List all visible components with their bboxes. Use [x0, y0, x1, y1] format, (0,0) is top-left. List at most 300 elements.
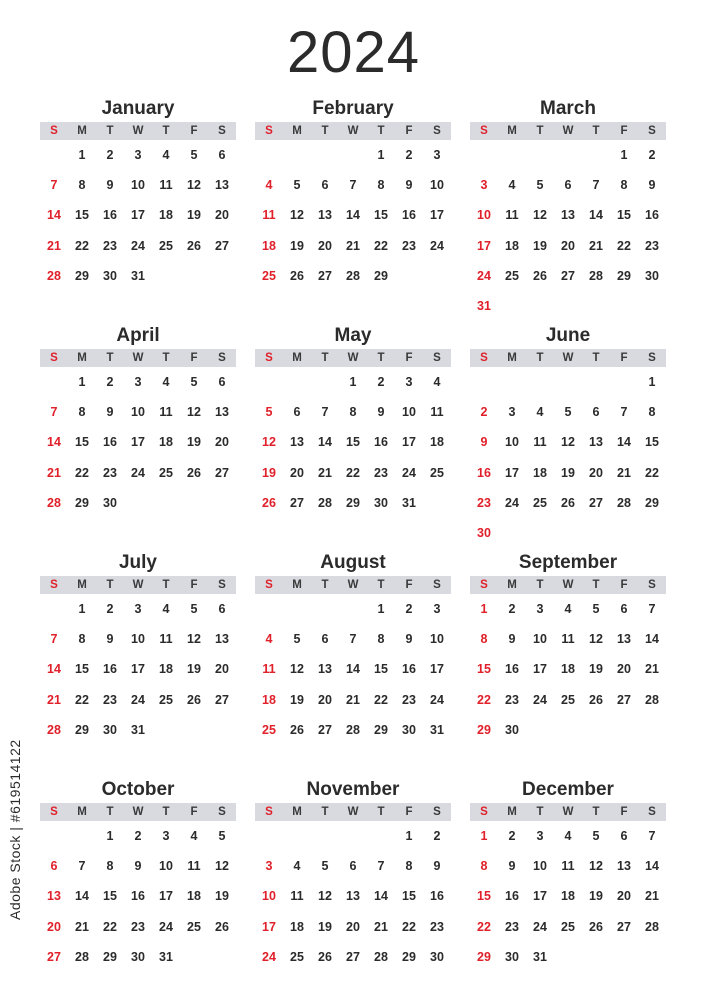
day-cell: 4 — [508, 178, 516, 193]
day-cell: 5 — [190, 375, 198, 389]
day-cell: 23 — [103, 692, 117, 707]
month-may — [255, 323, 451, 523]
day-cell-sunday: 18 — [262, 692, 276, 707]
day-cell: 28 — [645, 692, 659, 707]
empty-cell — [554, 145, 582, 175]
day-cell: 29 — [617, 268, 631, 283]
weekday-label: S — [648, 579, 656, 591]
day-cell: 7 — [349, 178, 357, 193]
day-cell: 16 — [430, 889, 444, 904]
weekday-header — [40, 122, 236, 140]
empty-cell — [339, 145, 367, 175]
day-cell: 15 — [75, 662, 89, 677]
day-cell: 27 — [215, 465, 229, 480]
weekday-label: S — [218, 125, 226, 137]
day-cell: 16 — [402, 208, 416, 223]
day-grid — [40, 826, 236, 977]
day-cell: 16 — [103, 435, 117, 450]
day-cell: 26 — [290, 722, 304, 737]
day-cell: 26 — [318, 949, 332, 964]
weekday-label: S — [265, 125, 273, 137]
day-cell: 13 — [215, 405, 229, 420]
day-cell: 10 — [533, 632, 547, 647]
day-cell: 12 — [187, 632, 201, 647]
weekday-label: T — [106, 579, 114, 591]
day-cell: 13 — [346, 889, 360, 904]
empty-cell — [283, 599, 311, 629]
weekday-label: T — [106, 125, 114, 137]
weekday-label: T — [377, 352, 385, 364]
day-cell: 10 — [402, 405, 416, 420]
day-cell-sunday: 14 — [47, 435, 61, 450]
day-cell: 3 — [134, 602, 142, 616]
day-cell-sunday: 30 — [477, 525, 491, 540]
day-cell: 13 — [561, 208, 575, 223]
day-cell: 14 — [346, 208, 360, 223]
weekday-label: S — [480, 579, 488, 591]
day-cell: 18 — [561, 889, 575, 904]
day-cell: 6 — [321, 178, 329, 193]
day-cell: 17 — [131, 208, 145, 223]
day-cell-sunday: 23 — [477, 495, 491, 510]
day-cell: 27 — [346, 949, 360, 964]
month-name: September — [518, 552, 618, 573]
day-cell: 3 — [405, 375, 413, 389]
day-cell-sunday: 18 — [262, 238, 276, 253]
day-cell: 1 — [620, 148, 628, 162]
day-cell: 3 — [508, 405, 516, 420]
day-cell: 2 — [433, 829, 441, 843]
day-cell: 16 — [131, 889, 145, 904]
day-cell-sunday: 14 — [47, 662, 61, 677]
day-cell: 20 — [617, 662, 631, 677]
day-cell: 3 — [536, 829, 544, 843]
weekday-header — [40, 803, 236, 821]
weekday-label: S — [480, 352, 488, 364]
empty-cell — [339, 599, 367, 629]
day-cell: 19 — [589, 662, 603, 677]
empty-cell — [470, 372, 498, 402]
month-name: March — [540, 98, 596, 119]
day-cell: 3 — [162, 829, 170, 843]
month-name: May — [334, 325, 372, 346]
day-cell: 23 — [374, 465, 388, 480]
month-name: January — [101, 98, 175, 119]
weekday-header — [470, 576, 666, 594]
day-grid — [255, 599, 451, 750]
weekday-label: T — [162, 352, 170, 364]
day-cell: 17 — [159, 889, 173, 904]
empty-cell — [470, 145, 498, 175]
day-cell: 9 — [106, 405, 114, 420]
day-cell: 15 — [402, 889, 416, 904]
day-cell: 26 — [561, 495, 575, 510]
day-cell: 20 — [215, 208, 229, 223]
day-cell: 12 — [290, 208, 304, 223]
empty-cell — [311, 145, 339, 175]
day-cell: 9 — [106, 178, 114, 193]
day-cell: 24 — [533, 919, 547, 934]
month-name: February — [312, 98, 394, 119]
weekday-label: W — [132, 125, 144, 137]
day-cell: 8 — [377, 178, 385, 193]
day-cell: 12 — [290, 662, 304, 677]
day-cell: 23 — [645, 238, 659, 253]
day-cell: 26 — [187, 238, 201, 253]
day-cell: 24 — [131, 692, 145, 707]
day-cell: 2 — [106, 148, 114, 162]
day-grid — [470, 372, 666, 553]
day-cell: 4 — [564, 602, 572, 616]
day-cell: 21 — [617, 465, 631, 480]
day-cell: 17 — [430, 662, 444, 677]
month-january — [40, 96, 236, 296]
day-cell: 25 — [187, 919, 201, 934]
day-cell: 22 — [346, 465, 360, 480]
day-cell-sunday: 28 — [47, 495, 61, 510]
day-cell: 24 — [533, 692, 547, 707]
weekday-label: S — [265, 352, 273, 364]
weekday-label: F — [405, 806, 413, 818]
weekday-label: F — [405, 579, 413, 591]
day-cell: 25 — [159, 238, 173, 253]
day-cell-sunday: 21 — [47, 238, 61, 253]
weekday-label: F — [620, 352, 628, 364]
day-cell: 23 — [430, 919, 444, 934]
day-cell: 7 — [321, 405, 329, 420]
day-cell: 16 — [645, 208, 659, 223]
day-cell: 30 — [505, 722, 519, 737]
weekday-label: T — [321, 352, 329, 364]
day-cell: 29 — [374, 722, 388, 737]
weekday-label: F — [620, 806, 628, 818]
stock-watermark: Adobe Stock | #619514122 — [7, 739, 23, 920]
day-cell-sunday: 7 — [50, 178, 58, 193]
day-cell: 2 — [405, 148, 413, 162]
weekday-header — [470, 803, 666, 821]
weekday-label: F — [190, 125, 198, 137]
weekday-label: T — [536, 125, 544, 137]
empty-cell — [68, 826, 96, 856]
day-cell: 28 — [617, 495, 631, 510]
weekday-label: T — [592, 806, 600, 818]
day-cell: 17 — [430, 208, 444, 223]
day-cell: 24 — [131, 465, 145, 480]
day-cell-sunday: 11 — [262, 662, 276, 677]
day-cell-sunday: 9 — [480, 435, 488, 450]
day-cell: 15 — [75, 208, 89, 223]
day-cell: 5 — [536, 178, 544, 193]
weekday-label: T — [592, 579, 600, 591]
empty-cell — [311, 826, 339, 856]
day-cell: 6 — [620, 829, 628, 843]
empty-cell — [255, 145, 283, 175]
day-cell: 4 — [433, 375, 441, 389]
day-cell: 20 — [589, 465, 603, 480]
weekday-label: F — [190, 806, 198, 818]
day-cell: 13 — [617, 632, 631, 647]
weekday-header — [255, 576, 451, 594]
day-cell: 14 — [374, 889, 388, 904]
day-cell: 29 — [75, 722, 89, 737]
day-cell: 22 — [645, 465, 659, 480]
day-cell: 13 — [215, 632, 229, 647]
day-cell: 21 — [346, 692, 360, 707]
day-cell: 8 — [78, 632, 86, 647]
month-name: November — [306, 779, 400, 800]
month-name: April — [116, 325, 160, 346]
day-cell-sunday: 28 — [47, 268, 61, 283]
empty-cell — [283, 372, 311, 402]
day-cell: 11 — [290, 889, 304, 904]
day-cell: 22 — [374, 692, 388, 707]
day-cell: 12 — [215, 859, 229, 874]
day-cell: 18 — [533, 465, 547, 480]
empty-cell — [582, 145, 610, 175]
weekday-label: S — [218, 579, 226, 591]
day-cell: 5 — [564, 405, 572, 420]
weekday-label: T — [536, 352, 544, 364]
month-name: December — [522, 779, 614, 800]
day-cell: 21 — [318, 465, 332, 480]
weekday-label: M — [292, 806, 302, 818]
day-cell: 2 — [508, 602, 516, 616]
month-september — [470, 550, 666, 750]
day-cell: 21 — [75, 919, 89, 934]
day-cell: 1 — [405, 829, 413, 843]
weekday-label: M — [507, 352, 517, 364]
empty-cell — [582, 372, 610, 402]
day-cell: 17 — [131, 435, 145, 450]
empty-cell — [311, 599, 339, 629]
day-cell: 8 — [377, 632, 385, 647]
weekday-label: T — [377, 806, 385, 818]
day-cell: 31 — [533, 949, 547, 964]
day-cell: 20 — [318, 692, 332, 707]
day-cell: 28 — [75, 949, 89, 964]
day-cell: 7 — [377, 859, 385, 874]
day-cell: 23 — [402, 692, 416, 707]
day-cell: 13 — [215, 178, 229, 193]
day-cell-sunday: 13 — [47, 889, 61, 904]
month-name: October — [101, 779, 175, 800]
day-cell: 8 — [78, 178, 86, 193]
day-cell: 12 — [589, 632, 603, 647]
day-cell: 25 — [430, 465, 444, 480]
day-cell: 13 — [318, 662, 332, 677]
weekday-label: W — [562, 579, 574, 591]
day-cell: 3 — [433, 148, 441, 162]
day-cell: 2 — [405, 602, 413, 616]
day-cell: 6 — [349, 859, 357, 874]
day-grid — [470, 145, 666, 326]
day-cell: 19 — [215, 889, 229, 904]
empty-cell — [255, 599, 283, 629]
day-cell-sunday: 25 — [262, 722, 276, 737]
day-cell: 4 — [162, 375, 170, 389]
day-cell: 26 — [187, 465, 201, 480]
day-cell: 3 — [134, 375, 142, 389]
empty-cell — [255, 372, 283, 402]
day-cell: 3 — [134, 148, 142, 162]
day-cell-sunday: 11 — [262, 208, 276, 223]
day-cell: 2 — [106, 375, 114, 389]
day-cell: 30 — [103, 495, 117, 510]
month-november — [255, 777, 451, 977]
day-cell: 22 — [75, 692, 89, 707]
day-cell: 27 — [318, 268, 332, 283]
day-cell-sunday: 8 — [480, 632, 488, 647]
weekday-label: M — [507, 125, 517, 137]
day-cell: 14 — [589, 208, 603, 223]
day-cell: 14 — [75, 889, 89, 904]
day-cell-sunday: 7 — [50, 632, 58, 647]
weekday-label: S — [480, 125, 488, 137]
day-cell-sunday: 25 — [262, 268, 276, 283]
day-cell: 29 — [75, 268, 89, 283]
empty-cell — [498, 372, 526, 402]
day-cell: 29 — [346, 495, 360, 510]
day-cell: 15 — [374, 208, 388, 223]
day-cell: 11 — [159, 405, 173, 420]
weekday-label: M — [77, 579, 87, 591]
weekday-label: T — [162, 579, 170, 591]
day-cell: 24 — [402, 465, 416, 480]
day-cell: 12 — [187, 178, 201, 193]
day-cell: 17 — [533, 889, 547, 904]
day-cell: 11 — [159, 178, 173, 193]
day-cell: 5 — [218, 829, 226, 843]
day-cell: 10 — [430, 632, 444, 647]
day-cell-sunday: 3 — [265, 859, 273, 874]
weekday-header — [470, 349, 666, 367]
day-cell: 23 — [402, 238, 416, 253]
weekday-label: S — [50, 579, 58, 591]
weekday-label: S — [648, 806, 656, 818]
day-cell-sunday: 7 — [50, 405, 58, 420]
day-cell: 31 — [430, 722, 444, 737]
day-cell: 24 — [131, 238, 145, 253]
month-name: July — [118, 552, 158, 573]
empty-cell — [40, 599, 68, 629]
weekday-label: F — [190, 352, 198, 364]
day-cell: 2 — [377, 375, 385, 389]
day-cell: 9 — [405, 178, 413, 193]
weekday-label: T — [162, 806, 170, 818]
weekday-label: F — [620, 125, 628, 137]
day-cell: 23 — [131, 919, 145, 934]
weekday-label: S — [50, 125, 58, 137]
day-cell: 17 — [533, 662, 547, 677]
day-cell: 15 — [103, 889, 117, 904]
day-cell: 10 — [430, 178, 444, 193]
day-cell: 19 — [290, 692, 304, 707]
month-august — [255, 550, 451, 750]
day-cell-sunday: 22 — [477, 919, 491, 934]
day-cell: 1 — [78, 602, 86, 616]
weekday-label: S — [265, 806, 273, 818]
day-cell: 1 — [106, 829, 114, 843]
day-cell: 7 — [620, 405, 628, 420]
weekday-label: T — [321, 579, 329, 591]
day-cell: 10 — [159, 859, 173, 874]
day-cell-sunday: 28 — [47, 722, 61, 737]
day-cell: 23 — [505, 919, 519, 934]
weekday-label: M — [292, 352, 302, 364]
day-grid — [40, 599, 236, 750]
weekday-label: S — [480, 806, 488, 818]
weekday-label: M — [292, 579, 302, 591]
day-cell: 7 — [78, 859, 86, 874]
day-cell: 5 — [293, 632, 301, 647]
day-cell: 18 — [159, 208, 173, 223]
empty-cell — [526, 372, 554, 402]
day-cell: 17 — [505, 465, 519, 480]
weekday-header — [255, 349, 451, 367]
day-cell: 4 — [536, 405, 544, 420]
weekday-header — [255, 803, 451, 821]
day-cell: 19 — [290, 238, 304, 253]
day-cell: 9 — [433, 859, 441, 874]
day-cell: 25 — [159, 465, 173, 480]
weekday-label: S — [218, 352, 226, 364]
day-cell: 7 — [592, 178, 600, 193]
day-cell: 27 — [215, 238, 229, 253]
day-cell: 9 — [508, 632, 516, 647]
day-cell: 11 — [533, 435, 547, 450]
weekday-label: W — [347, 125, 359, 137]
day-cell: 28 — [374, 949, 388, 964]
weekday-label: F — [190, 579, 198, 591]
day-cell: 18 — [505, 238, 519, 253]
day-cell: 16 — [103, 662, 117, 677]
month-name: June — [545, 325, 591, 346]
day-cell: 28 — [346, 722, 360, 737]
day-cell-sunday: 27 — [47, 949, 61, 964]
day-grid — [470, 599, 666, 750]
day-cell: 25 — [290, 949, 304, 964]
day-cell: 9 — [377, 405, 385, 420]
day-cell: 30 — [131, 949, 145, 964]
day-cell: 30 — [430, 949, 444, 964]
day-cell: 9 — [508, 859, 516, 874]
day-cell: 25 — [561, 692, 575, 707]
day-cell: 22 — [402, 919, 416, 934]
day-cell: 1 — [648, 375, 656, 389]
day-cell: 8 — [106, 859, 114, 874]
day-cell: 30 — [505, 949, 519, 964]
weekday-label: T — [321, 125, 329, 137]
day-cell: 24 — [159, 919, 173, 934]
day-cell: 5 — [592, 829, 600, 843]
day-cell-sunday: 17 — [262, 919, 276, 934]
day-cell: 27 — [561, 268, 575, 283]
weekday-label: F — [405, 352, 413, 364]
day-cell: 16 — [505, 889, 519, 904]
day-cell: 5 — [190, 148, 198, 162]
day-cell: 14 — [318, 435, 332, 450]
day-cell: 4 — [162, 148, 170, 162]
day-cell: 26 — [215, 919, 229, 934]
day-cell: 8 — [620, 178, 628, 193]
day-cell: 29 — [103, 949, 117, 964]
day-cell: 19 — [318, 919, 332, 934]
day-cell: 6 — [592, 405, 600, 420]
day-cell-sunday: 6 — [50, 859, 58, 874]
day-cell: 24 — [430, 238, 444, 253]
day-cell: 30 — [645, 268, 659, 283]
weekday-label: T — [106, 806, 114, 818]
